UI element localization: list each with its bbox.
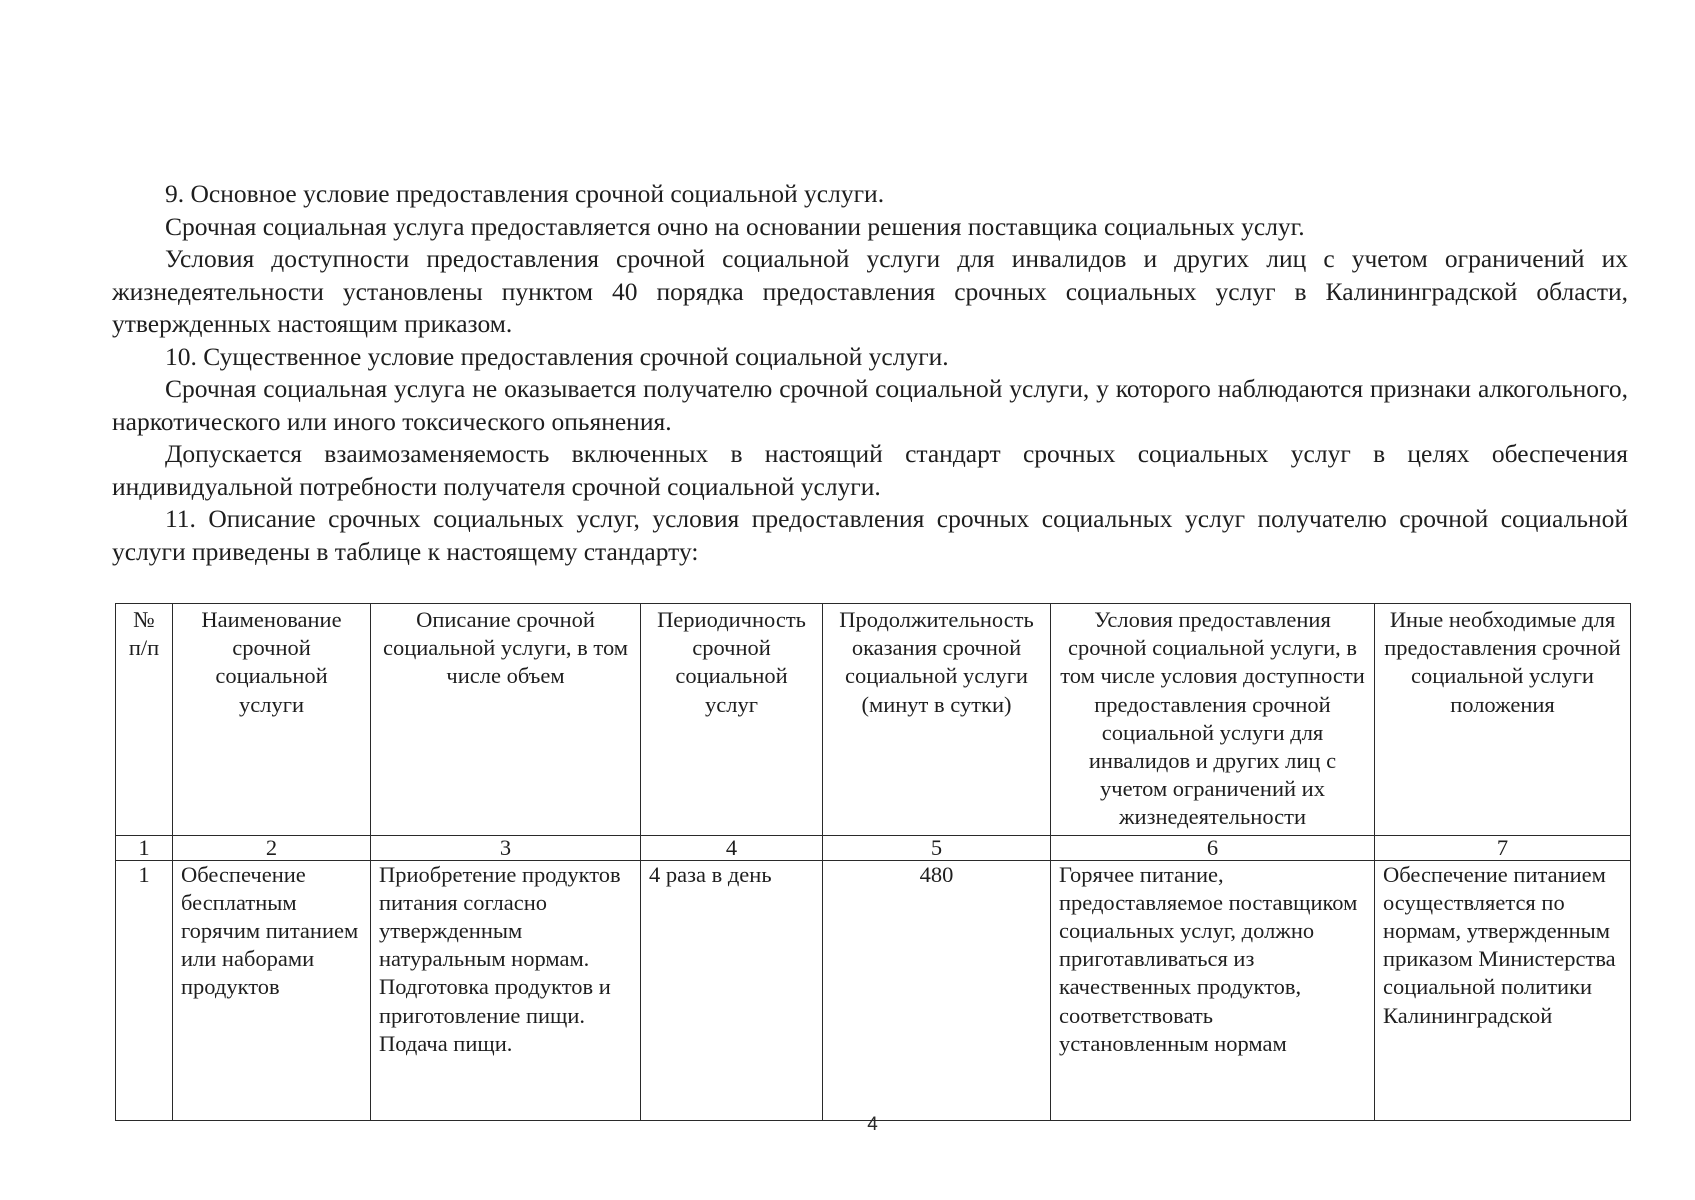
header-cell: Иные необходимые для предоставления срочной социальной услуги положения xyxy=(1375,604,1631,836)
header-cell: Описание срочной социальной услуги, в том числе объем xyxy=(371,604,641,836)
other-provisions-cell: Обеспечение питанием осуществляется по нормам, утвержденным приказом Министерства социальной политики Калининградской xyxy=(1375,860,1631,1120)
column-number-row xyxy=(116,835,1631,860)
column-number-cell: 3 xyxy=(371,835,641,860)
service-name-cell: Обеспечение бесплатным горячим питанием или наборами продуктов xyxy=(173,860,371,1120)
header-cell: Продолжительность оказания срочной социальной услуги (минут в сутки) xyxy=(823,604,1051,836)
service-description-cell: Приобретение продуктов питания согласно утвержденным натуральным нормам. Подготовка продуктов и приготовление пищи. Подача пищи. xyxy=(371,860,641,1120)
document-body xyxy=(112,178,1628,568)
page-number: 4 xyxy=(867,1114,878,1135)
column-number-cell: 6 xyxy=(1051,835,1375,860)
column-number-cell: 2 xyxy=(173,835,371,860)
periodicity-cell: 4 раза в день xyxy=(641,860,823,1120)
column-number-cell: 1 xyxy=(116,835,173,860)
paragraph: Условия доступности предоставления срочной социальной услуги для инвалидов и других лиц с учетом ограничений их жизнедеятельности установлены пунктом 40 порядка предоставления срочных социальных услуг в Калининградской области, утвержденных настоящим приказом. xyxy=(112,244,1628,338)
conditions-cell: Горячее питание, предоставляемое поставщиком социальных услуг, должно приготавливаться из качественных продуктов, соответствовать установленным нормам xyxy=(1051,860,1375,1120)
paragraph: Срочная социальная услуга не оказывается получателю срочной социальной услуги, у которого наблюдаются признаки алкогольного, наркотического или иного токсического опьянения. xyxy=(112,374,1628,436)
section-9-heading: 9. Основное условие предоставления срочной социальной услуги. xyxy=(165,179,885,208)
duration-cell: 480 xyxy=(823,860,1051,1120)
section-10-heading: 10. Существенное условие предоставления срочной социальной услуги. xyxy=(165,341,949,371)
table-row xyxy=(116,860,1631,1120)
paragraph: Срочная социальная услуга предоставляется очно на основании решения поставщика социальных услуг. xyxy=(165,211,1305,241)
header-cell: Периодичность срочной социальной услуг xyxy=(641,604,823,836)
table-header-row xyxy=(116,604,1631,836)
services-table xyxy=(115,603,1631,1121)
section-11-heading: 11. Описание срочных социальных услуг, условия предоставления срочных социальных услуг получателю срочной социальной услуги приведены в таблице к настоящему стандарту: xyxy=(112,504,1628,566)
column-number-cell: 5 xyxy=(823,835,1051,860)
header-cell: Наименование срочной социальной услуги xyxy=(173,604,371,836)
header-cell: № п/п xyxy=(116,604,173,836)
paragraph: Допускается взаимозаменяемость включенных в настоящий стандарт срочных социальных услуг в целях обеспечения индивидуальной потребности получателя срочной социальной услуги. xyxy=(112,439,1628,501)
column-number-cell: 7 xyxy=(1375,835,1631,860)
row-number-cell: 1 xyxy=(116,860,173,1120)
header-cell: Условия предоставления срочной социальной услуги, в том числе условия доступности предоставления срочной социальной услуги для инвалидов и других лиц с учетом ограничений их жизнедеятельности xyxy=(1051,604,1375,836)
column-number-cell: 4 xyxy=(641,835,823,860)
